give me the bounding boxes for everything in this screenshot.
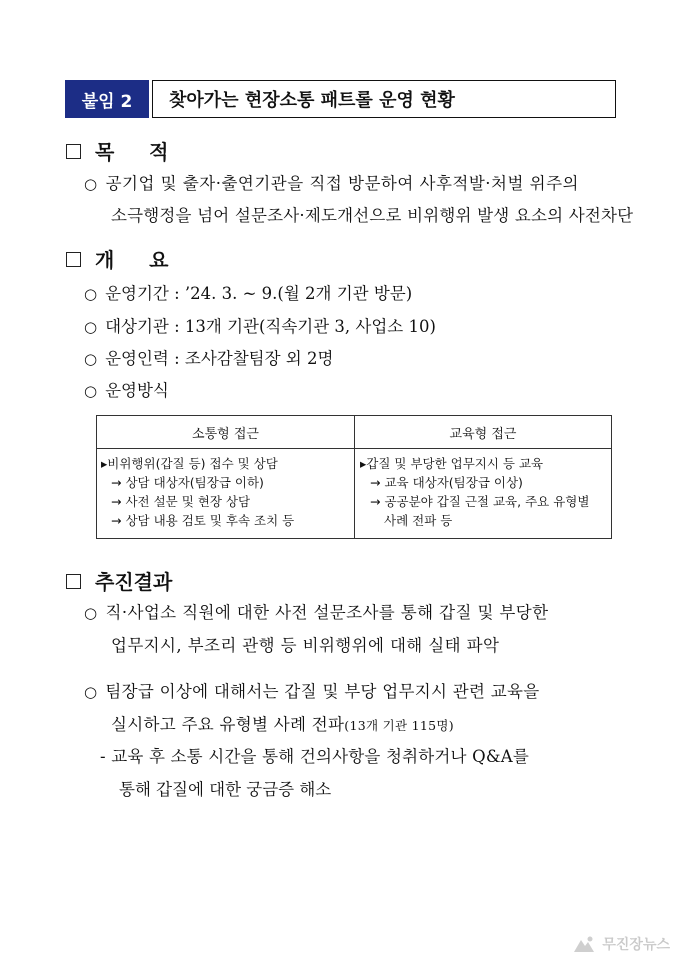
communication-sub-1: → 상담 대상자(팀장급 이하): [111, 475, 264, 490]
circle-bullet-icon: ○: [84, 175, 98, 193]
checkbox-icon: [66, 574, 81, 589]
checkbox-icon: [66, 144, 81, 159]
document-title: 찾아가는 현장소통 패트롤 운영 현황: [152, 80, 616, 118]
circle-bullet-icon: ○: [84, 350, 98, 368]
results-dash-line-2: 통해 갑질에 대한 궁금증 해소: [119, 780, 332, 799]
education-sub-3: 사례 전파 등: [384, 513, 453, 528]
education-sub-2: → 공공분야 갑질 근절 교육, 주요 유형별: [370, 494, 590, 509]
communication-sub-2: → 사전 설문 및 현장 상담: [111, 494, 251, 509]
overview-item-2: ○ 대상기관 : 13개 기관(직속기관 3, 사업소 10): [84, 317, 436, 336]
section-results-heading: 추진결과: [66, 566, 172, 595]
circle-bullet-icon: ○: [84, 604, 98, 622]
circle-bullet-icon: ○: [84, 382, 98, 400]
communication-sub-3: → 상담 내용 검토 및 후속 조치 등: [111, 513, 295, 528]
purpose-line-1: ○ 공기업 및 출자·출연기관을 직접 방문하여 사후적발·처벌 위주의: [84, 174, 579, 193]
attachment-badge: 붙임 2: [65, 80, 149, 118]
circle-bullet-icon: ○: [84, 683, 98, 701]
news-watermark: 무진장뉴스: [572, 934, 670, 954]
table-cell-communication: [101, 454, 294, 530]
table-cell-education: [360, 454, 589, 530]
checkbox-icon: [66, 252, 81, 267]
education-main: ▸갑질 및 부당한 업무지시 등 교육: [360, 456, 544, 471]
table-header-communication: 소통형 접근: [192, 426, 259, 442]
section-purpose-heading: 목 적: [66, 136, 168, 165]
section-overview-heading: 개 요: [66, 244, 168, 273]
education-sub-1: → 교육 대상자(팀장급 이상): [370, 475, 523, 490]
overview-item-1: ○ 운영기간 : ’24. 3. ~ 9.(월 2개 기관 방문): [84, 284, 413, 303]
communication-main: ▸비위행위(갑질 등) 접수 및 상담: [101, 456, 278, 471]
overview-item-4: ○ 운영방식: [84, 381, 169, 400]
watermark-logo-icon: [572, 934, 596, 954]
purpose-line-2: 소극행정을 넘어 설문조사·제도개선으로 비위행위 발생 요소의 사전차단: [111, 206, 634, 225]
table-header-education: 교육형 접근: [449, 426, 517, 442]
results-item-1-line-2: 업무지시, 부조리 관행 등 비위행위에 대해 실태 파악: [111, 636, 500, 655]
circle-bullet-icon: ○: [84, 318, 98, 336]
results-item-1-line-1: ○ 직·사업소 직원에 대한 사전 설문조사를 통해 갑질 및 부당한: [84, 603, 549, 622]
operation-method-table: [96, 415, 612, 539]
results-dash-line-1: - 교육 후 소통 시간을 통해 건의사항을 청취하거나 Q&A를: [100, 747, 529, 766]
results-item-2-line-1: ○ 팀장급 이상에 대해서는 갑질 및 부당 업무지시 관련 교육을: [84, 682, 540, 701]
overview-item-3: ○ 운영인력 : 조사감찰팀장 외 2명: [84, 349, 334, 368]
circle-bullet-icon: ○: [84, 285, 98, 303]
results-count-note: (13개 기관 115명): [344, 718, 454, 733]
results-item-2-line-2: 실시하고 주요 유형별 사례 전파(13개 기관 115명): [111, 715, 454, 734]
